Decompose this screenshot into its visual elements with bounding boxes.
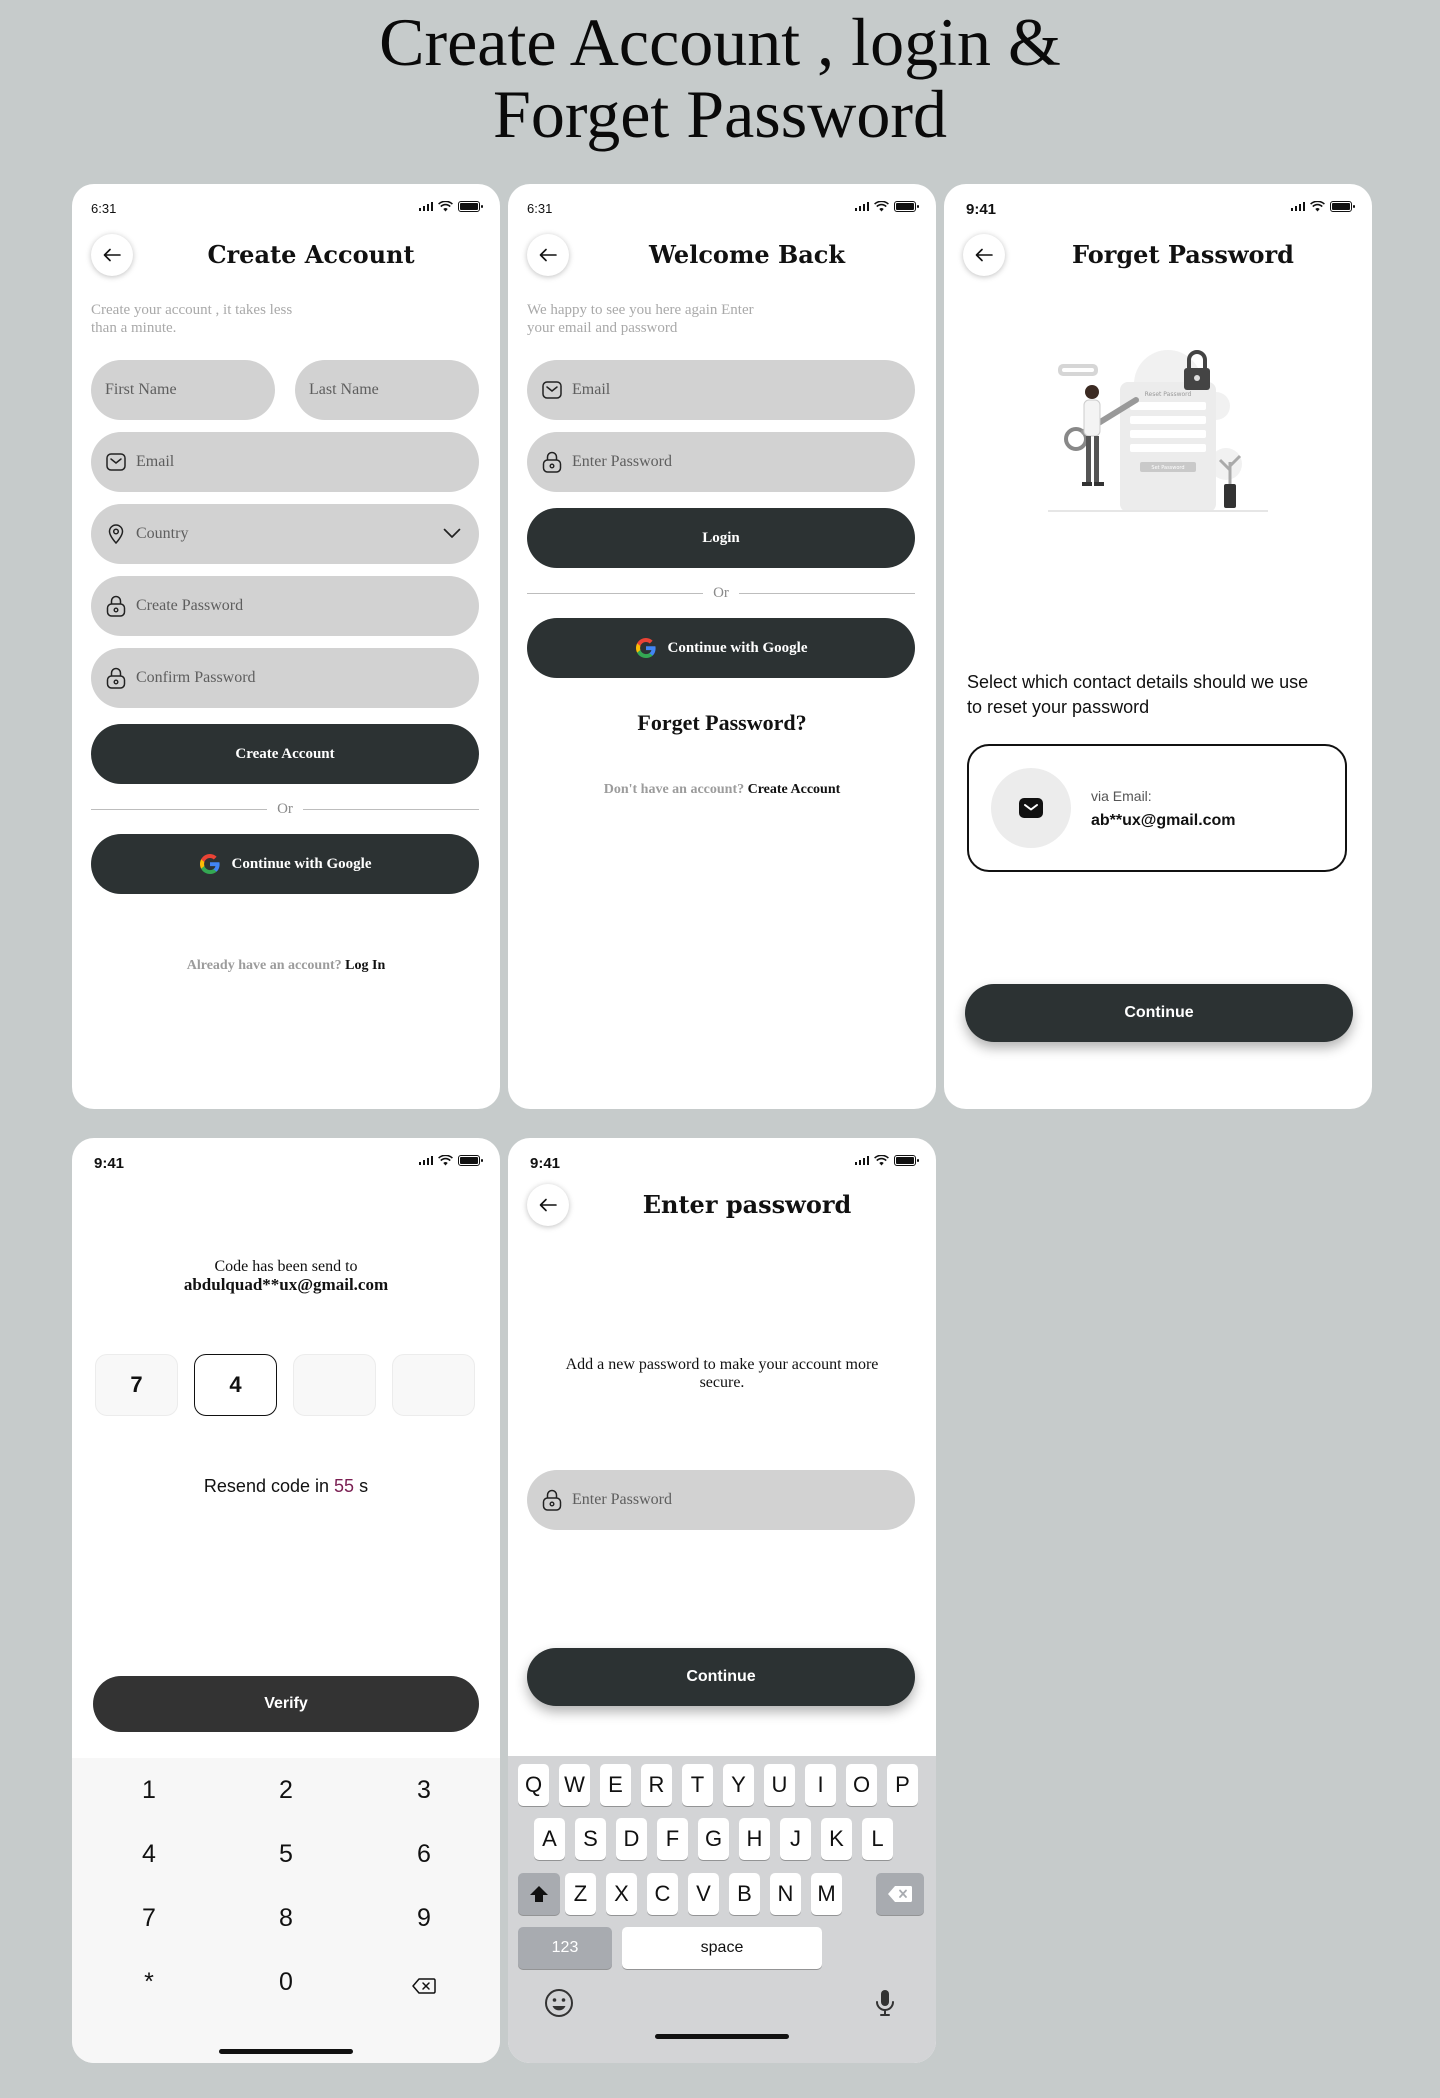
new-password-field[interactable] xyxy=(527,1470,915,1530)
wifi-icon xyxy=(1310,201,1325,212)
key-0[interactable]: 0 xyxy=(279,1968,293,1996)
shift-icon xyxy=(529,1885,549,1903)
screen-title: Enter password xyxy=(642,1190,852,1219)
status-bar xyxy=(72,184,500,224)
continue-label: Continue xyxy=(1124,1004,1194,1021)
key-j[interactable]: J xyxy=(780,1818,811,1860)
screen-title: Welcome Back xyxy=(648,240,846,269)
key-z[interactable]: Z xyxy=(565,1873,596,1915)
status-bar xyxy=(944,184,1372,224)
key-i[interactable]: I xyxy=(805,1764,836,1806)
numeric-keypad xyxy=(72,1758,500,2063)
battery-icon xyxy=(894,1155,916,1166)
key-f[interactable]: F xyxy=(657,1818,688,1860)
status-icons xyxy=(1291,201,1353,212)
continue-button[interactable] xyxy=(965,984,1353,1042)
signal-icon xyxy=(855,1156,870,1165)
mail-icon-circle xyxy=(991,768,1071,848)
key-u[interactable]: U xyxy=(764,1764,795,1806)
lock-icon xyxy=(106,595,126,617)
mail-icon xyxy=(542,381,562,399)
microphone-icon[interactable] xyxy=(874,1988,896,2018)
battery-icon xyxy=(894,201,916,212)
shift-key[interactable] xyxy=(518,1873,560,1915)
login-prompt-text: Already have an account? xyxy=(186,958,342,973)
or-divider xyxy=(527,583,915,603)
lock-icon xyxy=(106,667,126,689)
key-y[interactable]: Y xyxy=(723,1764,754,1806)
password-placeholder: Enter Password xyxy=(572,453,672,470)
contact-method-label: via Email: xyxy=(1091,788,1152,804)
battery-icon xyxy=(1330,201,1352,212)
key-k[interactable]: K xyxy=(821,1818,852,1860)
key-r[interactable]: R xyxy=(641,1764,672,1806)
create-password-placeholder: Create Password xyxy=(136,597,244,614)
status-time: 6:31 xyxy=(527,201,553,216)
email-placeholder: Email xyxy=(572,381,611,398)
email-placeholder: Email xyxy=(136,453,175,470)
status-time: 9:41 xyxy=(966,201,997,218)
google-icon xyxy=(634,636,658,660)
or-label: Or xyxy=(277,800,293,817)
screen-title: Create Account xyxy=(207,240,415,269)
email-field[interactable] xyxy=(527,360,915,420)
forget-password-screen xyxy=(944,184,1372,1109)
wifi-icon xyxy=(438,201,453,212)
key-a[interactable]: A xyxy=(534,1818,565,1860)
contact-email: ab**ux@gmail.com xyxy=(1091,812,1236,829)
key-8[interactable]: 8 xyxy=(279,1904,293,1932)
wifi-icon xyxy=(438,1155,453,1166)
key-4[interactable]: 4 xyxy=(142,1840,156,1868)
key-d[interactable]: D xyxy=(616,1818,647,1860)
resend-prefix: Resend code in xyxy=(203,1476,330,1496)
continue-button[interactable] xyxy=(527,1648,915,1706)
key-e[interactable]: E xyxy=(600,1764,631,1806)
google-button[interactable] xyxy=(91,834,479,894)
login-prompt xyxy=(72,958,500,974)
screen-title: Forget Password xyxy=(1072,240,1294,269)
key-b[interactable]: B xyxy=(729,1873,760,1915)
key-q[interactable]: Q xyxy=(518,1764,549,1806)
key-h[interactable]: H xyxy=(739,1818,770,1860)
login-button[interactable] xyxy=(527,508,915,568)
page-title-line2: Forget Password xyxy=(493,76,947,152)
key-3[interactable]: 3 xyxy=(417,1776,431,1804)
chevron-down-icon xyxy=(443,528,461,539)
code-sent-email: abdulquad**ux@gmail.com xyxy=(183,1275,389,1294)
battery-icon xyxy=(458,201,480,212)
key-n[interactable]: N xyxy=(770,1873,801,1915)
key-9[interactable]: 9 xyxy=(417,1904,431,1932)
key-g[interactable]: G xyxy=(698,1818,729,1860)
arrow-left-icon xyxy=(539,248,557,262)
otp-digit-2[interactable]: 4 xyxy=(194,1354,277,1416)
status-icons xyxy=(419,201,481,212)
illustration-text: Reset Password xyxy=(1144,391,1192,398)
google-button[interactable] xyxy=(527,618,915,678)
status-bar xyxy=(72,1138,500,1178)
key-l[interactable]: L xyxy=(862,1818,893,1860)
battery-icon xyxy=(458,1155,480,1166)
confirm-password-placeholder: Confirm Password xyxy=(136,669,256,686)
key-w[interactable]: W xyxy=(559,1764,590,1806)
verify-button[interactable] xyxy=(93,1676,479,1732)
status-time: 9:41 xyxy=(530,1155,561,1172)
first-name-field[interactable] xyxy=(91,360,275,420)
reset-password-illustration xyxy=(1048,344,1268,534)
delete-key[interactable] xyxy=(876,1873,924,1915)
otp-digit-3[interactable] xyxy=(293,1354,376,1416)
otp-digit-4[interactable] xyxy=(392,1354,475,1416)
arrow-left-icon xyxy=(539,1198,557,1212)
or-divider xyxy=(91,799,479,819)
key-1[interactable]: 1 xyxy=(142,1776,156,1804)
arrow-left-icon xyxy=(103,248,121,262)
code-sent-text: Code has been send to xyxy=(214,1258,358,1275)
backspace-icon xyxy=(887,1885,913,1903)
resend-suffix: s xyxy=(359,1476,369,1496)
create-account-link[interactable]: Create Account xyxy=(747,782,841,797)
home-indicator xyxy=(655,2034,789,2039)
confirm-password-field[interactable] xyxy=(91,648,479,708)
page-title xyxy=(0,6,1440,150)
signup-prompt-text: Don't have an account? xyxy=(603,782,745,797)
create-account-button[interactable] xyxy=(91,724,479,784)
code-sent-message xyxy=(72,1258,500,1294)
create-password-field[interactable] xyxy=(91,576,479,636)
signal-icon xyxy=(419,1156,434,1165)
key-x[interactable]: X xyxy=(606,1873,637,1915)
last-name-placeholder: Last Name xyxy=(309,381,379,398)
key-7[interactable]: 7 xyxy=(142,1904,156,1932)
country-placeholder: Country xyxy=(136,525,189,542)
new-password-screen xyxy=(508,1138,936,2063)
emoji-icon[interactable] xyxy=(544,1988,574,2018)
mail-icon xyxy=(106,453,126,471)
key-p[interactable]: P xyxy=(887,1764,918,1806)
mail-icon xyxy=(1018,797,1044,819)
create-account-screen xyxy=(72,184,500,1109)
illustration-button-text: Set Password xyxy=(1151,465,1185,471)
status-icons xyxy=(419,1155,481,1166)
ios-keyboard xyxy=(508,1756,936,2063)
key-m[interactable]: M xyxy=(811,1873,842,1915)
key-2[interactable]: 2 xyxy=(279,1776,293,1804)
screen-subtitle: We happy to see you here again Enter your email and password xyxy=(527,302,754,336)
signal-icon xyxy=(855,202,870,211)
or-label: Or xyxy=(713,584,729,601)
new-password-instruction: Add a new password to make your account more secure. xyxy=(565,1356,879,1391)
password-field[interactable] xyxy=(527,432,915,492)
lock-icon xyxy=(542,1489,562,1511)
verify-code-screen xyxy=(72,1138,500,2063)
space-key[interactable]: space xyxy=(622,1927,822,1969)
location-pin-icon xyxy=(108,524,124,544)
forget-password-link[interactable]: Forget Password? xyxy=(637,710,807,735)
reset-instruction: Select which contact details should we use to reset your password xyxy=(967,672,1309,717)
key-5[interactable]: 5 xyxy=(279,1840,293,1868)
login-link[interactable]: Log In xyxy=(345,958,386,973)
key-s[interactable]: S xyxy=(575,1818,606,1860)
signal-icon xyxy=(419,202,434,211)
home-indicator xyxy=(219,2049,353,2054)
status-icons xyxy=(855,1155,917,1166)
google-icon xyxy=(198,852,222,876)
lock-icon xyxy=(542,451,562,473)
screen-subtitle: Create your account , it takes less than a minute. xyxy=(91,302,293,336)
otp-digit-1[interactable]: 7 xyxy=(95,1354,178,1416)
status-time: 6:31 xyxy=(91,201,117,216)
key-o[interactable]: O xyxy=(846,1764,877,1806)
signup-prompt xyxy=(508,782,936,798)
wifi-icon xyxy=(874,1155,889,1166)
email-field[interactable] xyxy=(91,432,479,492)
numbers-key[interactable]: 123 xyxy=(518,1927,612,1969)
login-label: Login xyxy=(702,529,740,546)
key-t[interactable]: T xyxy=(682,1764,713,1806)
google-label: Continue with Google xyxy=(667,639,808,656)
page-title-line1: Create Account , login & xyxy=(379,4,1061,80)
wifi-icon xyxy=(874,201,889,212)
key-v[interactable]: V xyxy=(688,1873,719,1915)
backspace-icon xyxy=(412,1978,436,1994)
new-password-placeholder: Enter Password xyxy=(572,1491,672,1508)
key-c[interactable]: C xyxy=(647,1873,678,1915)
create-account-label: Create Account xyxy=(235,745,335,762)
resend-seconds: 55 xyxy=(334,1476,355,1496)
key-star[interactable]: * xyxy=(144,1968,154,1996)
continue-label: Continue xyxy=(686,1668,756,1685)
status-time: 9:41 xyxy=(94,1155,125,1172)
signal-icon xyxy=(1291,202,1306,211)
first-name-placeholder: First Name xyxy=(105,381,177,398)
google-label: Continue with Google xyxy=(231,855,372,872)
status-bar xyxy=(508,1138,936,1178)
status-icons xyxy=(855,201,917,212)
last-name-field[interactable] xyxy=(295,360,479,420)
resend-timer xyxy=(72,1476,500,1497)
delete-key[interactable] xyxy=(364,1972,484,2001)
login-screen xyxy=(508,184,936,1109)
country-select[interactable] xyxy=(91,504,479,564)
email-contact-option[interactable] xyxy=(967,744,1347,872)
verify-label: Verify xyxy=(264,1695,308,1712)
arrow-left-icon xyxy=(975,248,993,262)
key-6[interactable]: 6 xyxy=(417,1840,431,1868)
status-bar xyxy=(508,184,936,224)
